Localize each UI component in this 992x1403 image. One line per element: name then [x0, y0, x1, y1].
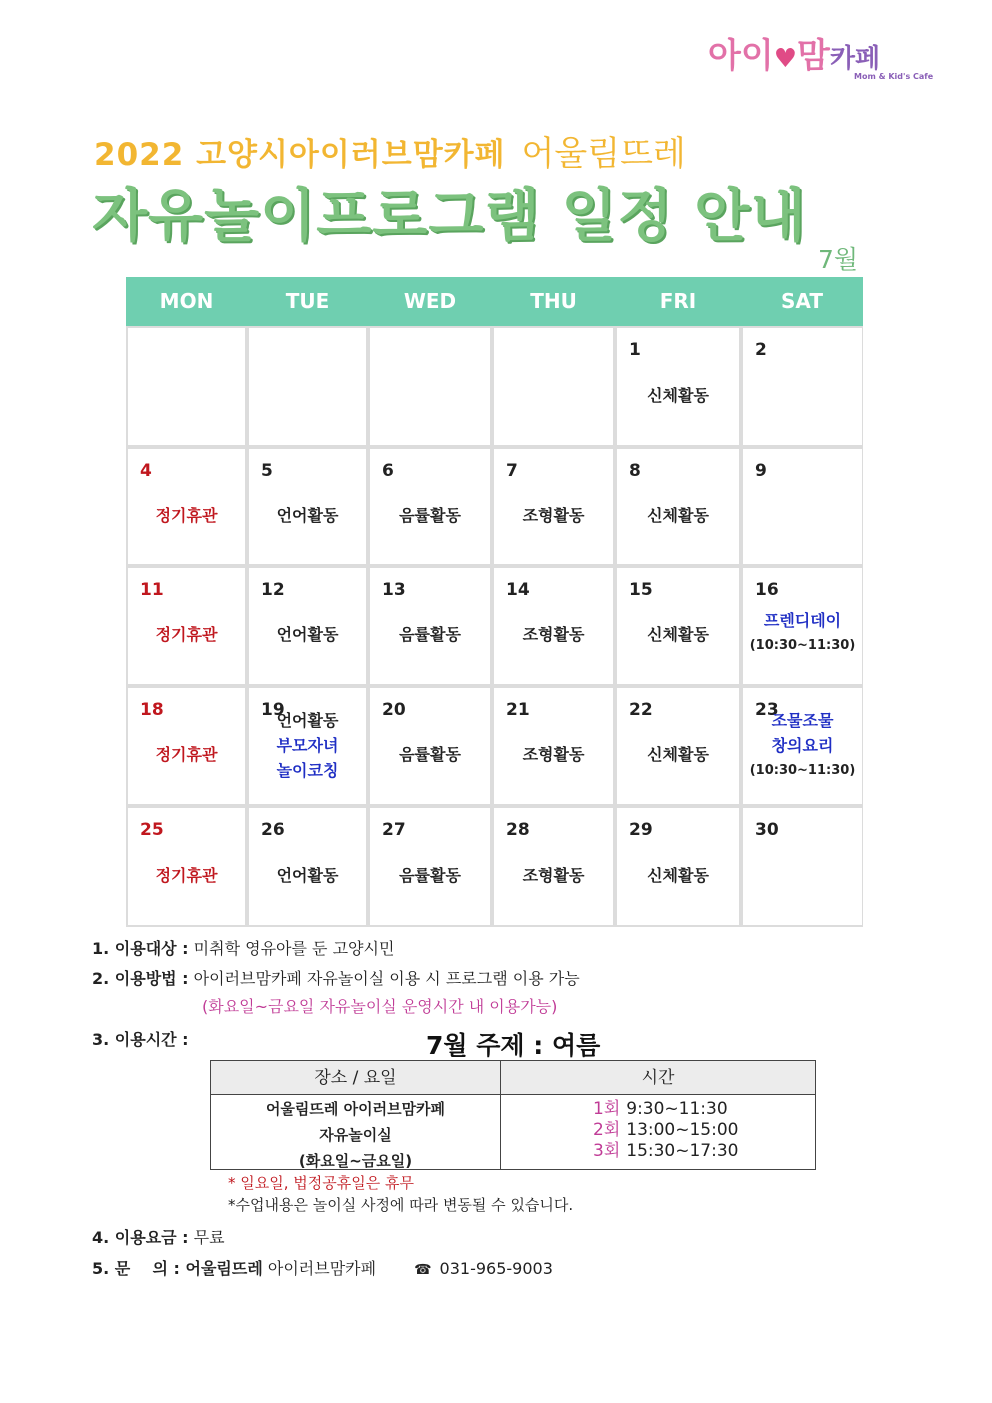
activity-label: 언어활동: [276, 505, 339, 525]
info-target: [92, 936, 394, 959]
date-number: 11: [140, 580, 164, 600]
session-time: 13:00~15:00: [626, 1120, 739, 1140]
day-header-wed: WED: [403, 289, 457, 313]
calendar-cell: [370, 568, 490, 684]
activity-label: 음률활동: [399, 745, 461, 764]
logo-subtitle: Mom & Kid's Cafe: [854, 72, 934, 81]
activity-label: 음률활동: [399, 625, 461, 644]
calendar-cell: [617, 449, 739, 564]
calendar-cell: [249, 808, 366, 925]
place-line-2: 자유놀이실: [319, 1126, 392, 1144]
calendar-cell: [128, 328, 245, 445]
activity-label: 창의요리: [771, 736, 834, 755]
calendar-header: [126, 277, 863, 326]
contact-brand: 어울림뜨레: [179, 1259, 263, 1278]
info-target-label: 1. 이용대상 :: [92, 939, 189, 958]
activity-label: 신체활동: [647, 505, 709, 525]
table-head-time: 시간: [501, 1061, 815, 1095]
day-header-tue: TUE: [285, 289, 330, 313]
calendar-cell: [617, 568, 739, 684]
calendar-cell: [617, 688, 739, 804]
activity-label: 음률활동: [399, 865, 461, 885]
activity-label: 놀이코칭: [276, 761, 339, 780]
logo-part-2: 맘: [797, 36, 830, 76]
date-number: 1: [629, 340, 641, 360]
heart-icon: ♥: [773, 44, 798, 74]
calendar-cell: [743, 449, 862, 564]
activity-label: 정기휴관: [155, 745, 218, 764]
date-number: 12: [261, 580, 285, 600]
activity-label: 언어활동: [276, 625, 339, 644]
session-row: [593, 1120, 738, 1141]
contact-phone: 031-965-9003: [439, 1259, 553, 1278]
activity-label: 정기휴관: [155, 625, 218, 644]
activity-label: 신체활동: [647, 745, 709, 764]
date-number: 9: [755, 461, 767, 481]
day-header-fri: FRI: [659, 289, 697, 313]
calendar-grid: [126, 326, 863, 927]
calendar-cell: [128, 688, 245, 804]
session-row: [593, 1099, 728, 1120]
session-time: 9:30~11:30: [626, 1099, 728, 1119]
note-holiday: * 일요일, 법정공휴일은 휴무: [228, 1174, 414, 1192]
date-number: 16: [755, 580, 779, 600]
info-time-label: [92, 1027, 189, 1050]
info-time-label-text: 3. 이용시간 :: [92, 1030, 189, 1049]
table-divider: [500, 1061, 501, 1169]
session-number: 3회: [593, 1141, 621, 1161]
day-header-thu: THU: [530, 289, 577, 313]
calendar-cell: [617, 808, 739, 925]
info-fee-value: 무료: [188, 1228, 225, 1247]
info-contact-label: 5. 문 의 :: [92, 1259, 180, 1278]
activity-label: 조형활동: [522, 505, 585, 525]
year-title: 2022 고양시아이러브맘카페: [94, 137, 506, 173]
logo-part-1: 아이: [708, 36, 774, 76]
activity-label: (10:30~11:30): [749, 763, 856, 778]
logo: [708, 28, 938, 88]
month-label: 7월: [818, 245, 859, 274]
calendar-cell: [128, 449, 245, 564]
activity-label: 조형활동: [522, 745, 585, 764]
activity-label: 조형활동: [522, 865, 585, 885]
calendar-cell: [370, 808, 490, 925]
info-target-value: 미취학 영유아를 둔 고양시민: [188, 939, 395, 958]
calendar-cell: [128, 568, 245, 684]
date-number: 27: [382, 820, 406, 840]
date-number: 15: [629, 580, 653, 600]
calendar-cell: [249, 688, 366, 804]
date-number: 2: [755, 340, 767, 360]
activity-label: 신체활동: [647, 625, 709, 644]
header-subtitle: [94, 126, 686, 175]
page-title: 자유놀이프로그램 일정 안내: [92, 183, 807, 249]
note-change: *수업내용은 놀이실 사정에 따라 변동될 수 있습니다.: [228, 1196, 574, 1214]
calendar-cell: [743, 688, 862, 804]
session-number: 1회: [593, 1099, 621, 1119]
info-method: [92, 966, 580, 989]
session-row: [593, 1141, 738, 1162]
calendar-cell: [743, 568, 862, 684]
activity-label: 신체활동: [647, 865, 709, 885]
activity-label: 프렌디데이: [763, 611, 842, 630]
session-time: 15:30~17:30: [626, 1141, 739, 1161]
info-fee-label: 4. 이용요금 :: [92, 1228, 189, 1247]
activity-label: 음률활동: [399, 505, 461, 525]
info-fee: [92, 1225, 225, 1248]
date-number: 26: [261, 820, 285, 840]
day-header-sat: SAT: [781, 289, 823, 313]
place-line-1: 어울림뜨레 아이러브맘카페: [265, 1100, 446, 1118]
date-number: 19: [261, 700, 285, 720]
calendar-cell: [494, 568, 613, 684]
date-number: 22: [629, 700, 653, 720]
day-header-mon: MON: [159, 289, 214, 313]
date-number: 14: [506, 580, 530, 600]
calendar-cell: [494, 449, 613, 564]
date-number: 30: [755, 820, 779, 840]
info-contact: [92, 1256, 553, 1279]
calendar-cell: [370, 688, 490, 804]
calendar-cell: [128, 808, 245, 925]
date-number: 4: [140, 461, 152, 481]
activity-label: 조형활동: [522, 625, 585, 644]
date-number: 25: [140, 820, 164, 840]
date-number: 7: [506, 461, 518, 481]
calendar-cell: [743, 808, 862, 925]
calendar-cell: [249, 449, 366, 564]
date-number: 8: [629, 461, 641, 481]
brand-name: 어울림뜨레: [521, 134, 686, 174]
contact-place: 아이러브맘카페: [262, 1259, 377, 1278]
activity-label: (10:30~11:30): [749, 638, 856, 653]
phone-icon: ☎: [414, 1262, 432, 1278]
calendar-cell: [370, 449, 490, 564]
table-head-place: 장소 / 요일: [211, 1061, 500, 1095]
calendar-cell: [494, 808, 613, 925]
calendar-cell: [743, 328, 862, 445]
info-method-label: 2. 이용방법 :: [92, 969, 189, 988]
table-place-cell: [211, 1095, 500, 1174]
activity-label: 언어활동: [276, 711, 339, 730]
activity-label: 정기휴관: [155, 865, 218, 885]
theme-title: 7월 주제 : 여름: [426, 1031, 601, 1060]
date-number: 13: [382, 580, 406, 600]
session-number: 2회: [593, 1120, 621, 1140]
calendar: [126, 277, 863, 927]
activity-label: 정기휴관: [155, 505, 218, 525]
calendar-cell: [617, 328, 739, 445]
time-table: [210, 1060, 816, 1170]
place-line-3: (화요일~금요일): [298, 1152, 413, 1170]
date-number: 28: [506, 820, 530, 840]
calendar-cell: [494, 688, 613, 804]
date-number: 5: [261, 461, 273, 481]
calendar-cell: [249, 568, 366, 684]
activity-label: 신체활동: [647, 385, 709, 405]
logo-part-3: 카페: [829, 44, 881, 74]
date-number: 29: [629, 820, 653, 840]
activity-label: 부모자녀: [276, 736, 339, 755]
calendar-cell: [370, 328, 490, 445]
date-number: 21: [506, 700, 530, 720]
calendar-cell: [494, 328, 613, 445]
info-method-note: (화요일~금요일 자유놀이실 운영시간 내 이용가능): [202, 997, 558, 1016]
info-method-value: 아이러브맘카페 자유놀이실 이용 시 프로그램 이용 가능: [188, 969, 580, 988]
activity-label: 조물조물: [771, 711, 834, 730]
date-number: 23: [755, 700, 779, 720]
date-number: 18: [140, 700, 164, 720]
calendar-cell: [249, 328, 366, 445]
logo-text: [708, 28, 880, 77]
activity-label: 언어활동: [276, 865, 339, 885]
date-number: 6: [382, 461, 394, 481]
date-number: 20: [382, 700, 406, 720]
